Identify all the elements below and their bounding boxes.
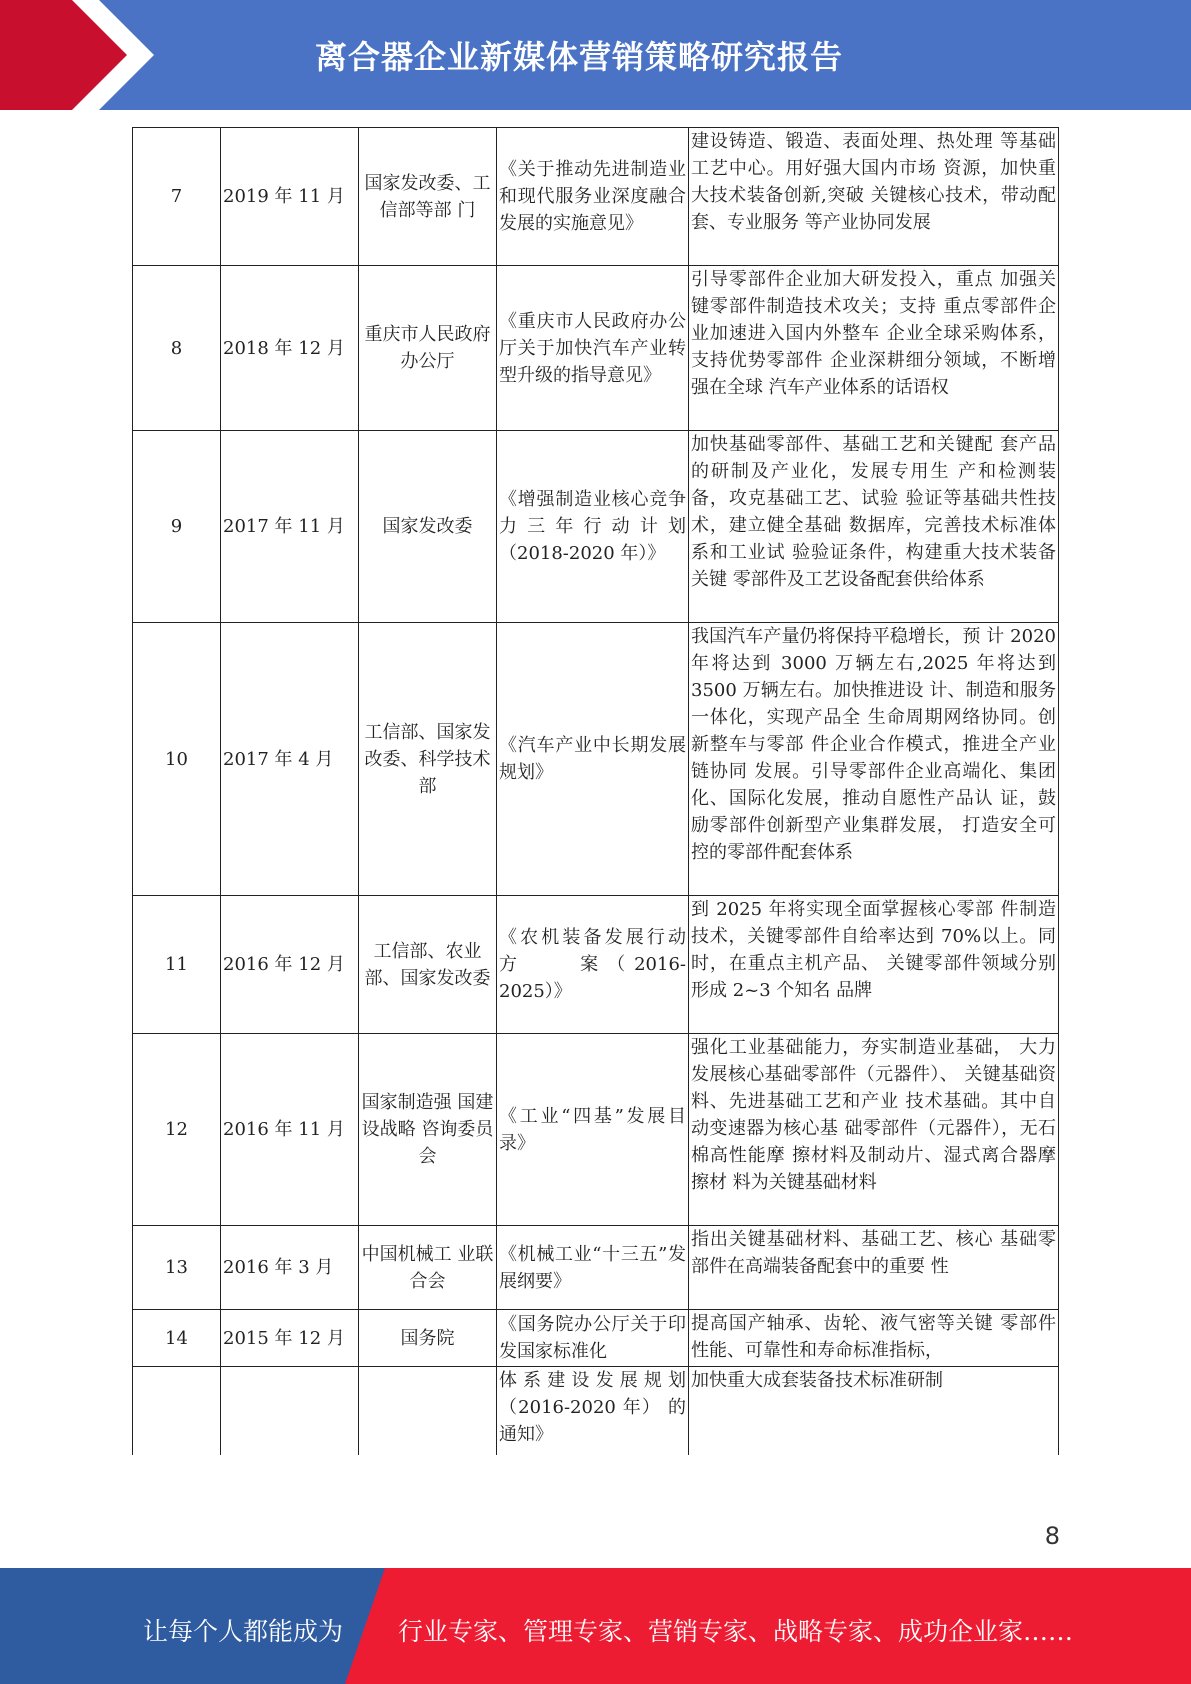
row-department: 工信部、农业部、国家发改委 xyxy=(359,896,497,1034)
table-row xyxy=(133,1367,1059,1455)
row-number xyxy=(133,1367,221,1455)
row-document: 《机械工业“十三五”发展纲要》 xyxy=(497,1226,689,1310)
table-row xyxy=(133,896,1059,1034)
footer-slogan-right: 行业专家、管理专家、营销专家、战略专家、成功企业家…… xyxy=(398,1617,1074,1646)
row-document: 《国务院办公厅关于印发国家标准化 xyxy=(497,1310,689,1367)
table-row xyxy=(133,266,1059,431)
row-number: 7 xyxy=(133,128,221,266)
row-document: 《关于推动先进制造业和现代服务业深度融合发展的实施意见》 xyxy=(497,128,689,266)
row-content: 建设铸造、锻造、表面处理、热处理 等基础工艺中心。用好强大国内市场 资源，加快重大技术装备创新,突破 关键核心技术，带动配套、专业服务 等产业协同发展 xyxy=(689,128,1059,266)
row-number: 8 xyxy=(133,266,221,431)
row-department: 国家制造强 国建设战略 咨询委员会 xyxy=(359,1034,497,1226)
row-department: 重庆市人民政府办公厅 xyxy=(359,266,497,431)
row-document: 《汽车产业中长期发展规划》 xyxy=(497,623,689,896)
table-row xyxy=(133,623,1059,896)
row-content: 强化工业基础能力，夯实制造业基础， 大力发展核心基础零部件（元器件）、 关键基础资料、先进基础工艺和产业 技术基础。其中自动变速器为核心基 础零部件（元器件），无石棉高性能摩 擦材料及制动片、湿式离合器摩擦材 料为关键基础材料 xyxy=(689,1034,1059,1226)
row-document: 体系建设发展规划（2016-2020 年） 的通知》 xyxy=(497,1367,689,1455)
row-department: 国家发改委、工信部等部 门 xyxy=(359,128,497,266)
row-department: 工信部、国家发改委、科学技术部 xyxy=(359,623,497,896)
row-date: 2017 年 11 月 xyxy=(221,431,359,623)
row-document: 《工业“四基”发展目录》 xyxy=(497,1034,689,1226)
report-title: 离合器企业新媒体营销策略研究报告 xyxy=(315,38,844,76)
row-department: 国家发改委 xyxy=(359,431,497,623)
row-content: 加快重大成套装备技术标准研制 xyxy=(689,1367,1059,1455)
row-date: 2019 年 11 月 xyxy=(221,128,359,266)
table-row xyxy=(133,1310,1059,1367)
row-department xyxy=(359,1367,497,1455)
table-row xyxy=(133,128,1059,266)
row-number: 11 xyxy=(133,896,221,1034)
table-row xyxy=(133,1034,1059,1226)
row-number: 12 xyxy=(133,1034,221,1226)
row-date: 2015 年 12 月 xyxy=(221,1310,359,1367)
row-number: 9 xyxy=(133,431,221,623)
row-date: 2016 年 11 月 xyxy=(221,1034,359,1226)
table-row xyxy=(133,1226,1059,1310)
row-content: 到 2025 年将实现全面掌握核心零部 件制造技术，关键零部件自给率达到 70%以上。同时，在重点主机产品、 关键零部件领域分别形成 2~3 个知名 品牌 xyxy=(689,896,1059,1034)
row-date: 2016 年 3 月 xyxy=(221,1226,359,1310)
page-number: 8 xyxy=(1044,1522,1060,1550)
row-number: 14 xyxy=(133,1310,221,1367)
row-date: 2016 年 12 月 xyxy=(221,896,359,1034)
policy-table xyxy=(132,127,1059,1455)
row-number: 13 xyxy=(133,1226,221,1310)
table-row xyxy=(133,431,1059,623)
page-header xyxy=(0,0,1191,110)
row-number: 10 xyxy=(133,623,221,896)
row-department: 国务院 xyxy=(359,1310,497,1367)
row-document: 《农机装备发展行动 方 案（2016-2025）》 xyxy=(497,896,689,1034)
row-content: 加快基础零部件、基础工艺和关键配 套产品的研制及产业化，发展专用生 产和检测装备，攻克基础工艺、试验 验证等基础共性技术，建立健全基础 数据库，完善技术标准体系和工业试 验验证条件，构建重大技术装备关键 零部件及工艺设备配套供给体系 xyxy=(689,431,1059,623)
row-content: 提高国产轴承、齿轮、液气密等关键 零部件性能、可靠性和寿命标准指标， xyxy=(689,1310,1059,1367)
row-content: 指出关键基础材料、基础工艺、核心 基础零部件在高端装备配套中的重要 性 xyxy=(689,1226,1059,1310)
row-document: 《重庆市人民政府办公厅关于加快汽车产业转型升级的指导意见》 xyxy=(497,266,689,431)
row-date: 2018 年 12 月 xyxy=(221,266,359,431)
row-document: 《增强制造业核心竞争力三年行动计划（2018-2020 年）》 xyxy=(497,431,689,623)
row-date: 2017 年 4 月 xyxy=(221,623,359,896)
row-content: 我国汽车产量仍将保持平稳增长，预 计 2020 年将达到 3000 万辆左右,2025 年将达到 3500 万辆左右。加快推进设 计、制造和服务一体化，实现产品全 生命周期网络协同。创新整车与零部 件企业合作模式，推进全产业链协同 发展。引导零部件企业高端化、集团 化、国际化发展，推动自愿性产品认 证，鼓励零部件创新型产业集群发展， 打造安全可控的零部件配套体系 xyxy=(689,623,1059,896)
row-date xyxy=(221,1367,359,1455)
page-footer xyxy=(0,1568,1191,1684)
footer-slogan-left: 让每个人都能成为 xyxy=(143,1617,344,1646)
row-department: 中国机械工 业联合会 xyxy=(359,1226,497,1310)
row-content: 引导零部件企业加大研发投入，重点 加强关键零部件制造技术攻关；支持 重点零部件企业加速进入国内外整车 企业全球采购体系，支持优势零部件 企业深耕细分领域，不断增强在全球 汽车产业体系的话语权 xyxy=(689,266,1059,431)
